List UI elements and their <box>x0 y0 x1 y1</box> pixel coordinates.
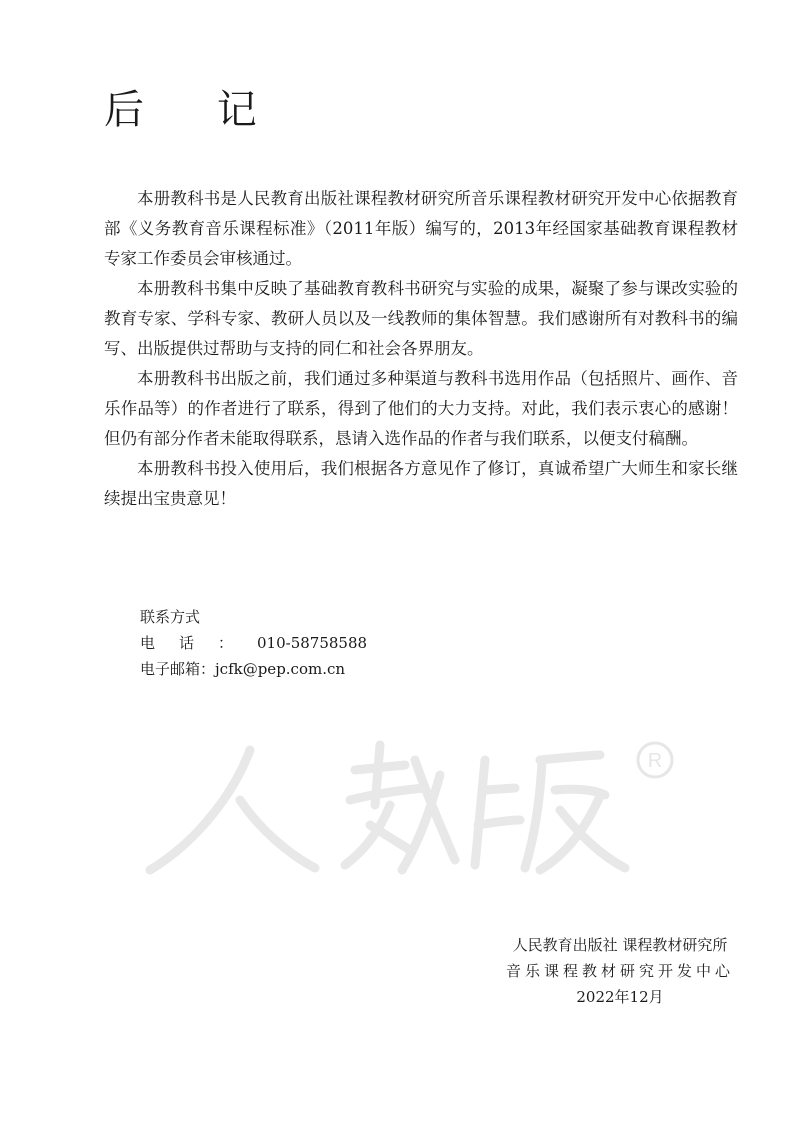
body-text <box>104 184 738 514</box>
pep-logo-watermark <box>140 730 700 890</box>
contact-email <box>140 656 367 682</box>
paragraph-1: 本册教科书是人民教育出版社课程教材研究所音乐课程教材研究开发中心依据教育部《义务教育音乐课程标准》（2011年版）编写的，2013年经国家基础教育课程教材专家工作委员会审核通过。 <box>104 189 738 268</box>
contact-heading: 联系方式 <box>140 608 201 626</box>
signature <box>470 932 770 1010</box>
email-value: jcfk@pep.com.cn <box>215 660 346 678</box>
page-title: 后 记 <box>104 87 287 133</box>
paragraph-2: 本册教科书集中反映了基础教育教科书研究与实验的成果，凝聚了参与课改实验的教育专家、学科专家、教研人员以及一线教师的集体智慧。我们感谢所有对教科书的编写、出版提供过帮助与支持的同仁和社会各界朋友。 <box>104 279 738 358</box>
email-label: 电子邮箱： <box>140 660 216 678</box>
phone-value: 010-58758588 <box>257 634 368 652</box>
contact-phone <box>140 630 367 656</box>
paragraph-4: 本册教科书投入使用后，我们根据各方意见作了修订，真诚希望广大师生和家长继续提出宝贵意见！ <box>104 459 738 508</box>
svg-text:R: R <box>647 750 663 772</box>
signature-date: 2022年12月 <box>576 988 664 1006</box>
paragraph-3: 本册教科书出版之前，我们通过多种渠道与教科书选用作品（包括照片、画作、音乐作品等）的作者进行了联系，得到了他们的大力支持。对此，我们表示衷心的感谢！但仍有部分作者未能取得联系，恳请入选作品的作者与我们联系，以便支付稿酬。 <box>104 369 738 448</box>
signature-line-2: 音乐课程教材研究开发中心 <box>505 962 734 980</box>
contact-info <box>140 604 367 682</box>
signature-line-1: 人民教育出版社 课程教材研究所 <box>512 936 728 954</box>
phone-label: 电话： <box>140 634 258 652</box>
